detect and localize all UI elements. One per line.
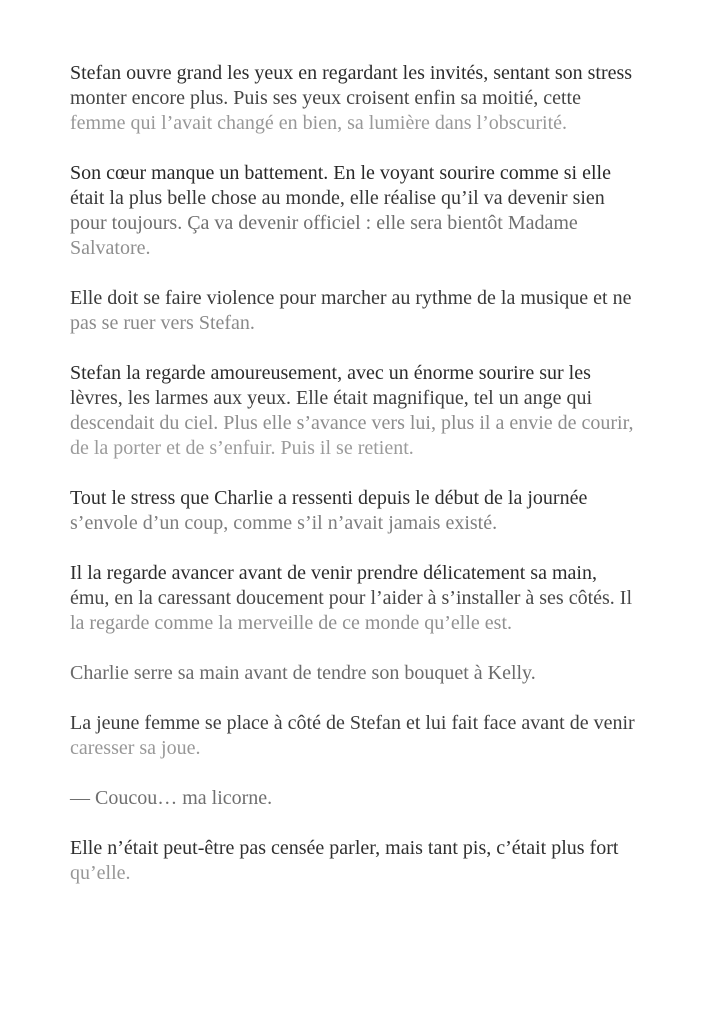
text-line: Il la regarde avancer avant de venir prendre délicatement sa main,: [70, 562, 597, 584]
text-line: ému, en la caressant doucement pour l’aider à s’installer à ses côtés. Il: [70, 587, 633, 609]
text-line: Tout le stress que Charlie a ressenti depuis le début de la journée: [70, 487, 588, 509]
text-line: lèvres, les larmes aux yeux. Elle était magnifique, tel un ange qui: [70, 387, 593, 409]
paragraph: [70, 561, 670, 636]
text-line: Stefan ouvre grand les yeux en regardant les invités, sentant son stress: [70, 62, 633, 84]
paragraph: [70, 836, 670, 886]
text-line: de la porter et de s’enfuir. Puis il se retient.: [70, 437, 414, 459]
text-line: pas se ruer vers Stefan.: [70, 312, 255, 334]
text-line: s’envole d’un coup, comme s’il n’avait jamais existé.: [70, 512, 498, 534]
text-line: descendait du ciel. Plus elle s’avance vers lui, plus il a envie de courir,: [70, 412, 634, 434]
text-line: Stefan la regarde amoureusement, avec un énorme sourire sur les: [70, 362, 591, 384]
text-line: la regarde comme la merveille de ce monde qu’elle est.: [70, 612, 513, 634]
paragraph: [70, 786, 670, 811]
paragraph: [70, 61, 670, 136]
paragraph: [70, 361, 670, 461]
text-line: Salvatore.: [70, 237, 151, 259]
text-line: était la plus belle chose au monde, elle réalise qu’il va devenir sien: [70, 187, 605, 209]
paragraph: [70, 161, 670, 261]
text-line: femme qui l’avait changé en bien, sa lumière dans l’obscurité.: [70, 112, 568, 134]
text-line: — Coucou… ma licorne.: [70, 787, 273, 809]
text-line: La jeune femme se place à côté de Stefan et lui fait face avant de venir: [70, 712, 635, 734]
text-line: caresser sa joue.: [70, 737, 201, 759]
text-line: pour toujours. Ça va devenir officiel : elle sera bientôt Madame: [70, 212, 578, 234]
paragraph: [70, 486, 670, 536]
text-line: Elle doit se faire violence pour marcher au rythme de la musique et ne: [70, 287, 632, 309]
paragraph: [70, 711, 670, 761]
text-column: [70, 61, 670, 886]
text-line: Charlie serre sa main avant de tendre son bouquet à Kelly.: [70, 662, 536, 684]
paragraph: [70, 661, 670, 686]
paragraph: [70, 286, 670, 336]
text-line: Elle n’était peut-être pas censée parler, mais tant pis, c’était plus fort: [70, 837, 619, 859]
text-line: qu’elle.: [70, 862, 131, 884]
text-line: Son cœur manque un battement. En le voyant sourire comme si elle: [70, 162, 611, 184]
text-line: monter encore plus. Puis ses yeux croisent enfin sa moitié, cette: [70, 87, 581, 109]
